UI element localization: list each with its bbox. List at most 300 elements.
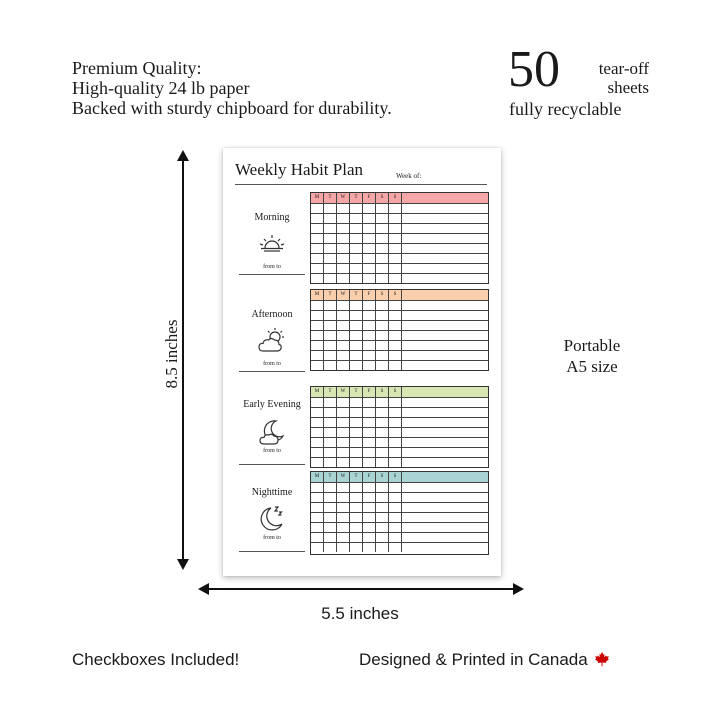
habit-checkbox [337,274,350,283]
habit-checkbox [376,321,389,330]
habit-checkbox [363,204,376,213]
habit-name-cell [402,458,488,467]
habit-checkbox [324,428,337,437]
day-header: T [350,387,363,397]
habit-name-cell [402,438,488,447]
quality-backing: Backed with sturdy chipboard for durability. [72,98,392,118]
habit-row [311,300,488,310]
habit-name-cell [402,523,488,532]
habit-checkbox [311,341,324,350]
day-header-row [311,387,488,397]
habit-checkbox [376,311,389,320]
habit-checkbox [350,533,363,542]
habit-row [311,447,488,457]
sheet-count-label [579,59,649,97]
maple-leaf-icon [594,650,610,670]
habit-row [311,213,488,223]
habit-checkbox [389,244,402,253]
habit-checkbox [363,224,376,233]
habit-checkbox [324,224,337,233]
habit-checkbox [363,503,376,512]
habit-grid [310,471,489,555]
habit-row [311,427,488,437]
habit-checkbox [311,503,324,512]
habit-checkbox [324,438,337,447]
habit-checkbox [363,398,376,407]
habit-name-cell [402,301,488,310]
habit-checkbox [350,204,363,213]
habit-checkbox [376,351,389,360]
habit-row [311,457,488,467]
week-of-label: Week of: [396,172,422,180]
habit-name-cell [402,244,488,253]
habit-checkbox [337,204,350,213]
canada-text: Designed & Printed in Canada [359,650,588,669]
habit-checkbox [363,533,376,542]
habit-checkbox [350,448,363,457]
habit-name-cell [402,483,488,492]
habit-checkbox [389,533,402,542]
habit-checkbox [389,214,402,223]
habit-checkbox [389,254,402,263]
quality-heading: Premium Quality: [72,58,202,78]
habit-name-cell [402,214,488,223]
habit-row [311,243,488,253]
time-rule [239,551,305,552]
habit-checkbox [350,438,363,447]
day-header: S [389,290,402,300]
habit-checkbox [363,513,376,522]
arrowhead-down-icon [176,558,190,570]
habit-name-cell [402,428,488,437]
day-header: S [376,193,389,203]
habit-checkbox [389,428,402,437]
habit-name-cell [402,448,488,457]
habit-checkbox [376,234,389,243]
habit-checkbox [350,254,363,263]
habit-checkbox [324,301,337,310]
habit-name-cell [402,224,488,233]
habit-grid [310,192,489,284]
section-label: Nighttime [251,487,293,498]
habit-checkbox [324,254,337,263]
habit-name-cell [402,418,488,427]
habit-checkbox [363,321,376,330]
habit-checkbox [363,458,376,467]
moon-cloud-icon [256,416,288,448]
time-rule [239,464,305,465]
habit-checkbox [337,493,350,502]
habit-checkbox [376,503,389,512]
habit-checkbox [363,543,376,552]
habit-checkbox [350,543,363,552]
habit-checkbox [324,408,337,417]
habit-row [311,407,488,417]
habit-row [311,482,488,492]
habit-checkbox [376,543,389,552]
habit-checkbox [350,321,363,330]
habit-name-cell [402,341,488,350]
habit-checkbox [376,458,389,467]
habit-checkbox [324,543,337,552]
habit-checkbox [389,448,402,457]
habit-checkbox [311,533,324,542]
habit-checkbox [324,398,337,407]
day-header: T [324,290,337,300]
sheet-title: Weekly Habit Plan [235,160,363,179]
made-in-canada-text [359,650,610,670]
habit-checkbox [337,448,350,457]
habit-checkbox [363,408,376,417]
habit-checkbox [311,543,324,552]
habit-checkbox [324,351,337,360]
habit-row [311,320,488,330]
habit-checkbox [311,254,324,263]
habit-checkbox [363,244,376,253]
habit-checkbox [350,493,363,502]
habit-checkbox [363,438,376,447]
habit-checkbox [389,458,402,467]
habit-row [311,330,488,340]
habit-checkbox [324,533,337,542]
habit-checkbox [376,254,389,263]
habit-checkbox [311,351,324,360]
habit-checkbox [376,533,389,542]
habit-checkbox [350,264,363,273]
habit-checkbox [324,361,337,370]
habit-checkbox [389,301,402,310]
habit-checkbox [376,204,389,213]
habit-checkbox [311,234,324,243]
quality-paper: High-quality 24 lb paper [72,78,250,98]
habit-checkbox [376,418,389,427]
day-header: M [311,193,324,203]
sunrise-icon [256,228,288,260]
habit-checkbox [363,264,376,273]
habit-checkbox [363,331,376,340]
habit-checkbox [311,513,324,522]
habit-name-cell [402,254,488,263]
habit-checkbox [350,523,363,532]
habit-checkbox [324,483,337,492]
habit-checkbox [389,341,402,350]
habit-checkbox [324,331,337,340]
day-header-row [311,290,488,300]
habit-checkbox [337,543,350,552]
habit-row [311,492,488,502]
day-header: S [389,193,402,203]
day-header: M [311,472,324,482]
day-header: T [350,290,363,300]
day-header: F [363,387,376,397]
habit-checkbox [337,301,350,310]
habit-checkbox [389,543,402,552]
day-header: W [337,387,350,397]
habit-checkbox [337,331,350,340]
habit-row [311,417,488,427]
habit-name-cell [402,503,488,512]
moon-sleep-icon [256,502,288,534]
habit-checkbox [311,408,324,417]
habit-row [311,350,488,360]
habit-checkbox [324,274,337,283]
habit-checkbox [389,523,402,532]
time-rule [239,274,305,275]
habit-checkbox [324,341,337,350]
habit-checkbox [311,458,324,467]
habit-row [311,273,488,283]
time-rule [239,371,305,372]
day-header: T [350,472,363,482]
habit-checkbox [337,351,350,360]
habit-name-cell [402,234,488,243]
habit-checkbox [376,274,389,283]
section-label: Afternoon [251,309,293,320]
habit-checkbox [389,483,402,492]
habit-checkbox [363,341,376,350]
habit-checkbox [337,503,350,512]
section-label: Early Evening [243,399,301,410]
width-label: 5.5 inches [321,604,399,623]
habit-checkbox [324,311,337,320]
habit-checkbox [376,331,389,340]
habit-name-cell [402,311,488,320]
habit-name-cell [402,398,488,407]
portable-text: Portable [563,336,621,355]
habit-checkbox [350,418,363,427]
habit-checkbox [324,214,337,223]
habit-checkbox [350,428,363,437]
habit-row [311,542,488,552]
day-header: T [324,193,337,203]
habit-checkbox [311,361,324,370]
habit-checkbox [311,331,324,340]
habit-checkbox [324,448,337,457]
habit-checkbox [389,503,402,512]
a5-size-text: A5 size [566,357,618,376]
habit-checkbox [363,483,376,492]
habit-name-cell [402,493,488,502]
day-header: S [376,387,389,397]
day-header: T [350,193,363,203]
habit-checkbox [376,523,389,532]
day-header: W [337,193,350,203]
habit-checkbox [363,523,376,532]
habit-checkbox [389,418,402,427]
sheet-count-number: 50 [508,41,560,98]
habit-checkbox [350,513,363,522]
habit-checkbox [363,361,376,370]
habit-checkbox [337,311,350,320]
habit-row [311,502,488,512]
habit-checkbox [324,458,337,467]
habit-checkbox [350,244,363,253]
habit-checkbox [389,274,402,283]
habit-checkbox [311,321,324,330]
habit-checkbox [337,523,350,532]
habit-checkbox [324,234,337,243]
habit-checkbox [337,418,350,427]
habit-row [311,203,488,213]
habit-checkbox [337,341,350,350]
habit-checkbox [311,274,324,283]
habit-name-cell [402,264,488,273]
habit-checkbox [376,408,389,417]
habit-row [311,310,488,320]
day-header: F [363,290,376,300]
habit-row [311,340,488,350]
cloud-sun-icon [256,325,288,357]
habit-checkbox [324,244,337,253]
habit-checkbox [376,448,389,457]
habit-checkbox [337,234,350,243]
habit-name-header [402,472,488,482]
habit-name-cell [402,321,488,330]
checkboxes-included-text: Checkboxes Included! [72,650,240,669]
habit-row [311,522,488,532]
habit-checkbox [376,428,389,437]
habit-checkbox [363,214,376,223]
habit-plan-sheet [223,148,501,576]
habit-checkbox [324,503,337,512]
habit-checkbox [337,533,350,542]
habit-checkbox [337,361,350,370]
habit-checkbox [337,458,350,467]
habit-checkbox [311,493,324,502]
habit-grid [310,289,489,371]
day-header-row [311,472,488,482]
habit-name-header [402,193,488,203]
habit-checkbox [311,311,324,320]
height-label: 8.5 inches [162,319,181,389]
habit-checkbox [376,361,389,370]
habit-checkbox [350,274,363,283]
day-header: S [376,290,389,300]
day-header: F [363,472,376,482]
habit-checkbox [376,483,389,492]
habit-checkbox [389,408,402,417]
habit-checkbox [389,361,402,370]
habit-checkbox [389,331,402,340]
habit-checkbox [389,438,402,447]
habit-checkbox [350,361,363,370]
habit-checkbox [311,438,324,447]
recyclable-text: fully recyclable [509,99,622,119]
habit-checkbox [350,398,363,407]
from-to-label: from to [263,448,281,454]
habit-checkbox [311,224,324,233]
habit-checkbox [376,398,389,407]
habit-checkbox [311,301,324,310]
habit-row [311,233,488,243]
habit-name-cell [402,274,488,283]
sheets-text: sheets [607,78,649,97]
habit-checkbox [337,428,350,437]
habit-checkbox [324,418,337,427]
habit-checkbox [311,244,324,253]
habit-checkbox [337,321,350,330]
habit-checkbox [324,264,337,273]
habit-checkbox [350,311,363,320]
habit-checkbox [363,254,376,263]
day-header: S [389,472,402,482]
habit-checkbox [363,428,376,437]
habit-checkbox [363,274,376,283]
habit-checkbox [363,418,376,427]
habit-row [311,360,488,370]
habit-checkbox [350,408,363,417]
habit-checkbox [324,321,337,330]
habit-checkbox [311,428,324,437]
habit-name-cell [402,408,488,417]
habit-checkbox [389,311,402,320]
habit-checkbox [337,438,350,447]
habit-checkbox [350,503,363,512]
habit-checkbox [337,254,350,263]
habit-checkbox [337,264,350,273]
habit-checkbox [376,493,389,502]
habit-name-cell [402,351,488,360]
habit-checkbox [389,398,402,407]
habit-name-header [402,290,488,300]
from-to-label: from to [263,264,281,270]
habit-checkbox [389,321,402,330]
habit-name-cell [402,361,488,370]
habit-checkbox [311,264,324,273]
habit-checkbox [376,244,389,253]
day-header: M [311,290,324,300]
habit-checkbox [337,513,350,522]
habit-checkbox [363,351,376,360]
day-header: W [337,290,350,300]
habit-checkbox [311,204,324,213]
habit-checkbox [337,398,350,407]
habit-checkbox [324,204,337,213]
habit-checkbox [376,224,389,233]
habit-checkbox [337,224,350,233]
habit-checkbox [324,513,337,522]
habit-checkbox [376,301,389,310]
habit-checkbox [350,351,363,360]
habit-checkbox [376,513,389,522]
habit-checkbox [324,523,337,532]
habit-checkbox [389,513,402,522]
habit-name-cell [402,204,488,213]
habit-checkbox [350,234,363,243]
habit-checkbox [376,438,389,447]
habit-checkbox [363,234,376,243]
day-header: S [389,387,402,397]
habit-checkbox [376,214,389,223]
habit-checkbox [389,204,402,213]
habit-checkbox [350,483,363,492]
habit-checkbox [350,301,363,310]
habit-checkbox [350,458,363,467]
day-header: S [376,472,389,482]
from-to-label: from to [263,361,281,367]
habit-row [311,263,488,273]
habit-checkbox [311,523,324,532]
habit-checkbox [311,418,324,427]
habit-row [311,223,488,233]
habit-checkbox [389,234,402,243]
habit-grid [310,386,489,468]
habit-checkbox [311,214,324,223]
from-to-label: from to [263,535,281,541]
section-label: Morning [254,212,290,223]
habit-checkbox [363,311,376,320]
habit-row [311,253,488,263]
